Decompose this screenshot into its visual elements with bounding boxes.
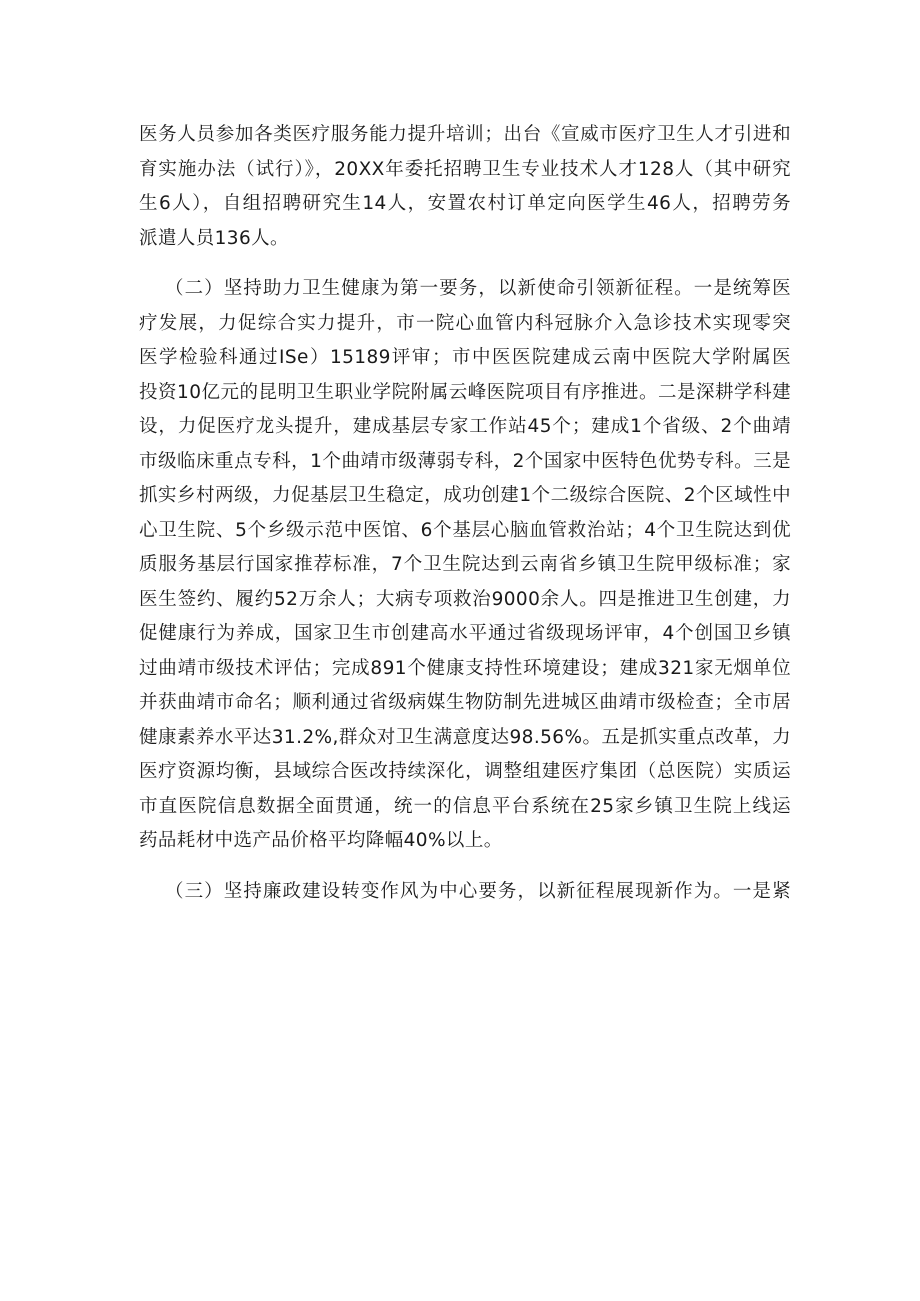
document-body	[139, 118, 791, 909]
paragraph-3	[139, 875, 791, 910]
text-line: 市级临床重点专科，1个曲靖市级薄弱专科，2个国家中医特色优势专科。三是	[139, 450, 791, 472]
text-line: 医学检验科通过ISe）15189评审；市中医医院建成云南中医院大学附属医	[139, 347, 791, 368]
text-line: 质服务基层行国家推荐标准，7个卫生院达到云南省乡镇卫生院甲级标准；家	[139, 554, 791, 575]
text-line: 疗发展，力促综合实力提升，市一院心血管内科冠脉介入急诊技术实现零突	[139, 312, 791, 334]
text-line: 投资10亿元的昆明卫生职业学院附属云峰医院项目有序推进。二是深耕学科建	[139, 381, 791, 403]
text-line: 设，力促医疗龙头提升，建成基层专家工作站45个；建成1个省级、2个曲靖	[139, 416, 791, 437]
text-line: 过曲靖市级技术评估；完成891个健康支持性环境建设；建成321家无烟单位	[139, 657, 791, 679]
text-line: 并获曲靖市命名；顺利通过省级病媒生物防制先进城区曲靖市级检查；全市居	[139, 692, 791, 713]
text-line: （二）坚持助力卫生健康为第一要务，以新使命引领新征程。一是统筹医	[165, 278, 791, 299]
text-line: 健康素养水平达31.2%,群众对卫生满意度达98.56%。五是抓实重点改革，力	[139, 726, 791, 748]
paragraph-2	[139, 272, 791, 859]
paragraph-spacer	[139, 859, 791, 875]
text-line: 药品耗材中选产品价格平均降幅40%以上。	[139, 830, 503, 851]
text-line: 派遣人员136人。	[139, 227, 289, 249]
text-line: （三）坚持廉政建设转变作风为中心要务，以新征程展现新作为。一是紧	[165, 880, 791, 902]
text-line: 生6人），自组招聘研究生14人，安置农村订单定向医学生46人，招聘劳务	[139, 193, 791, 214]
text-line: 医务人员参加各类医疗服务能力提升培训；出台《宣威市医疗卫生人才引进和	[139, 124, 791, 145]
paragraph-spacer	[139, 256, 791, 272]
text-line: 促健康行为养成，国家卫生市创建高水平通过省级现场评审，4个创国卫乡镇	[139, 623, 791, 644]
text-line: 医疗资源均衡，县域综合医改持续深化，调整组建医疗集团（总医院）实质运	[139, 761, 791, 782]
text-line: 心卫生院、5个乡级示范中医馆、6个基层心脑血管救治站；4个卫生院达到优	[139, 519, 791, 541]
text-line: 抓实乡村两级，力促基层卫生稳定，成功创建1个二级综合医院、2个区域性中	[139, 485, 791, 506]
text-line: 市直医院信息数据全面贯通，统一的信息平台系统在25家乡镇卫生院上线运	[139, 795, 791, 817]
paragraph-1	[139, 118, 791, 256]
text-line: 育实施办法（试行）》，20XX年委托招聘卫生专业技术人才128人（其中研究	[139, 158, 791, 180]
text-line: 医生签约、履约52万余人；大病专项救治9000余人。四是推进卫生创建，力	[139, 588, 791, 610]
